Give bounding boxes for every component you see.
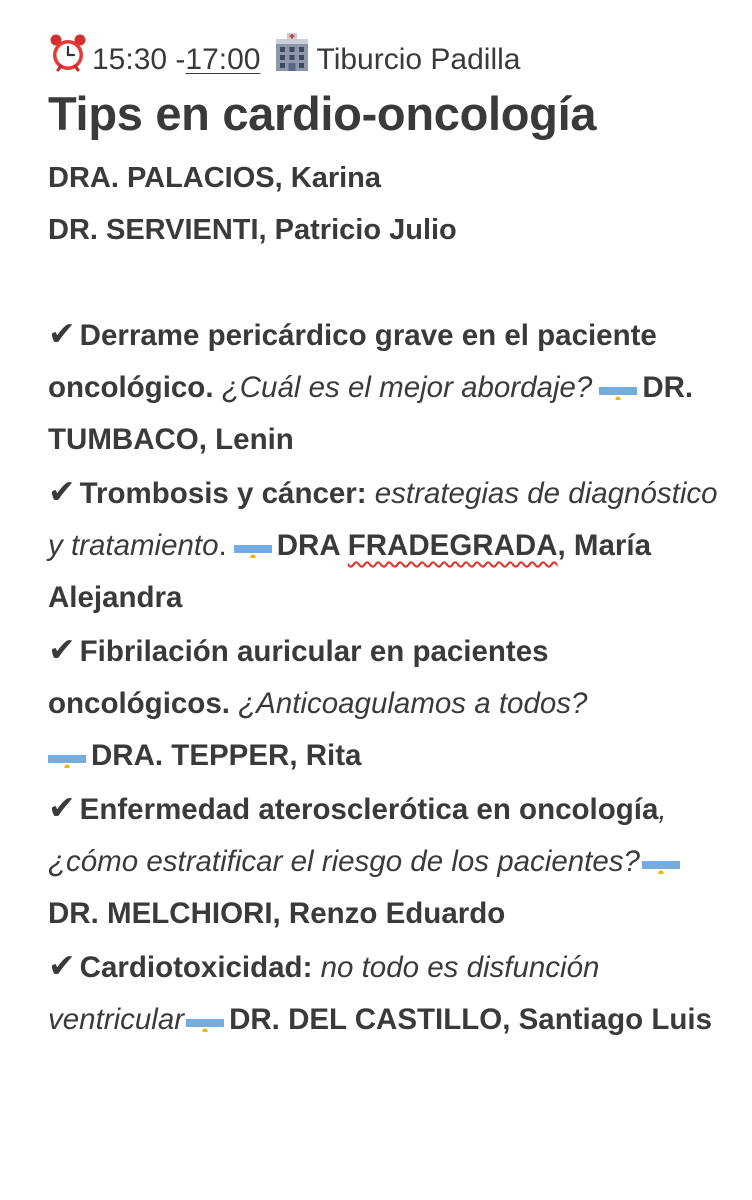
talk-subtitle: no todo es disfunción ventricular <box>48 951 600 1036</box>
check-mark-icon: ✔ <box>48 947 76 984</box>
session-time-start: 15:30 - <box>92 43 186 76</box>
talk-item <box>48 624 728 782</box>
spellcheck-flagged-word[interactable]: FRADEGRADA <box>347 529 558 562</box>
talk-item <box>48 940 728 1046</box>
argentina-flag-icon <box>599 376 637 400</box>
argentina-flag-icon <box>234 534 272 558</box>
coordinator-name: DR. SERVIENTI, Patricio Julio <box>48 214 457 246</box>
talk-subtitle: , ¿cómo estratificar el riesgo de los pacientes? <box>48 793 667 878</box>
talk-subtitle-end: . <box>218 529 227 562</box>
session-card <box>48 36 728 1046</box>
talk-title: Derrame pericárdico grave en el paciente oncológico. <box>48 319 657 404</box>
talk-subtitle: estrategias de diagnóstico y tratamiento <box>48 477 718 562</box>
session-coordinators <box>48 152 728 256</box>
check-mark-icon: ✔ <box>48 473 76 510</box>
check-mark-icon: ✔ <box>48 789 76 826</box>
talk-speaker: DR. DEL CASTILLO, Santiago Luis <box>229 1003 713 1036</box>
talk-speaker: DRA. TEPPER, Rita <box>91 739 362 772</box>
check-mark-icon: ✔ <box>48 631 76 668</box>
talk-speaker-rest: , María Alejandra <box>48 529 651 614</box>
talk-speaker: DR. TUMBACO, Lenin <box>48 371 694 456</box>
hospital-building-icon <box>272 33 312 88</box>
talk-speaker: DR. MELCHIORI, Renzo Eduardo <box>48 897 506 930</box>
session-time-location <box>48 36 728 84</box>
talk-subtitle: ¿Anticoagulamos a todos? <box>229 687 588 720</box>
talk-item <box>48 466 728 624</box>
session-title: Tips en cardio-oncología <box>48 87 597 140</box>
talk-subtitle: ¿Cuál es el mejor abordaje? <box>213 371 593 404</box>
talk-title: Enfermedad aterosclerótica en oncología <box>79 793 659 826</box>
talk-list <box>48 308 728 1046</box>
session-location: Tiburcio Padilla <box>316 43 521 76</box>
talk-item <box>48 782 728 940</box>
talk-title: Fibrilación auricular en pacientes oncológicos. <box>48 635 549 720</box>
talk-title: Cardiotoxicidad: <box>79 951 313 984</box>
talk-speaker-prefix: DRA <box>276 529 348 562</box>
check-mark-icon: ✔ <box>48 315 76 352</box>
argentina-flag-icon <box>48 744 86 768</box>
alarm-clock-icon <box>48 33 88 88</box>
argentina-flag-icon <box>642 850 680 874</box>
talk-item <box>48 308 728 466</box>
talk-title: Trombosis y cáncer: <box>79 477 367 510</box>
coordinator-name: DRA. PALACIOS, Karina <box>48 162 382 194</box>
session-time-end[interactable]: 17:00 <box>185 43 261 76</box>
argentina-flag-icon <box>186 1008 224 1032</box>
